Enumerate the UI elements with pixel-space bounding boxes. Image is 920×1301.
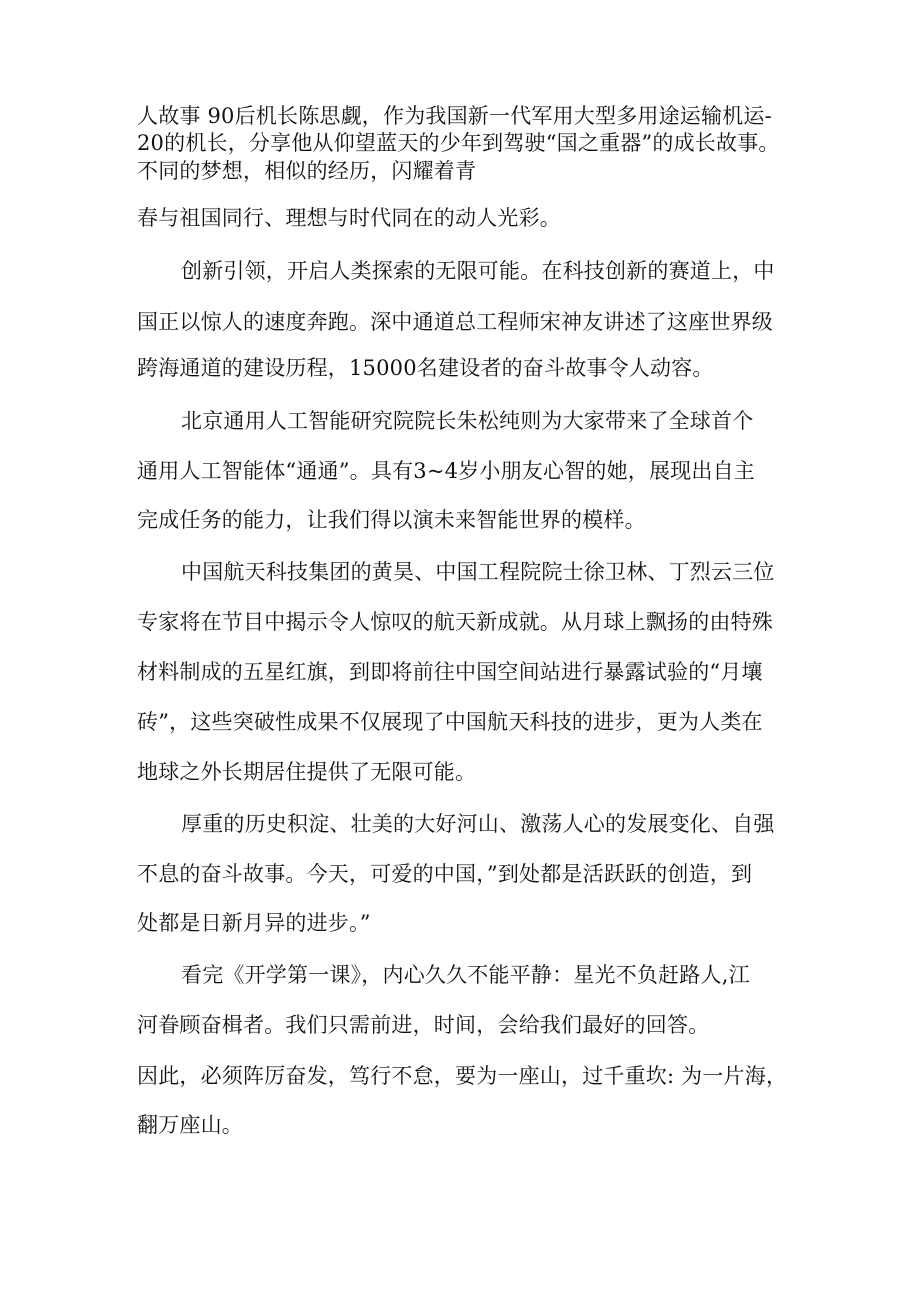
text-line: 砖”，这些突破性成果不仅展现了中国航天科技的进步，更为人类在 <box>137 710 763 734</box>
paragraph-first-line: 中国航天科技集团的黄昊、中国工程院院士徐卫林、丁烈云三位 <box>181 560 775 584</box>
paragraph-first-line: 厚重的历史积淀、壮美的大好河山、激荡人心的发展变化、自强 <box>181 812 775 836</box>
text-line: 因此，必须阵厉奋发，笃行不怠，要为一座山，过千重坎: 为一片海， <box>137 1064 788 1088</box>
text-line: 不息的奋斗故事。今天，可爱的中国，”到处都是活跃跃的创造，到 <box>137 862 753 886</box>
text-line: 20的机长，分享他从仰望蓝天的少年到驾驶“国之重器”的成长故事。 <box>137 131 780 155</box>
text-line: 人故事 90后机长陈思觑，作为我国新一代军用大型多用途运输机运- <box>137 104 772 128</box>
paragraph-first-line: 创新引领，开启人类探索的无限可能。在科技创新的赛道上，中 <box>181 259 775 283</box>
text-line: 春与祖国同行、理想与时代同在的动人光彩。 <box>137 206 561 230</box>
text-line: 国正以惊人的速度奔跑。深中通道总工程师宋神友讲述了这座世界级 <box>137 310 773 334</box>
paragraph-first-line: 北京通用人工智能研究院院长朱松纯则为大家带来了全球首个 <box>181 409 754 433</box>
text-line: 通用人工智能体“通通”。具有3~4岁小朋友心智的她，展现出自主 <box>137 459 755 483</box>
paragraph-first-line: 看完《开学第一课》，内心久久不能平静：星光不负赶路人,江 <box>181 963 750 987</box>
text-line: 专家将在节目中揭示令人惊叹的航天新成就。从月球上飘扬的由特殊 <box>137 610 773 634</box>
text-line: 材料制成的五星红旗，到即将前往中国空间站进行暴露试验的“月壤 <box>137 660 763 684</box>
text-line: 处都是日新月异的进步。” <box>137 911 371 935</box>
text-line: 翻万座山。 <box>137 1113 243 1137</box>
text-line: 跨海通道的建设历程，15000名建设者的奋斗故事令人动容。 <box>137 356 714 380</box>
text-line: 河眷顾奋楫者。我们只需前进，时间，会给我们最好的回答。 <box>137 1013 710 1037</box>
text-line: 地球之外长期居住提供了无限可能。 <box>137 760 477 784</box>
text-line: 完成任务的能力，让我们得以演未来智能世界的模样。 <box>137 508 646 532</box>
text-line: 不同的梦想，相似的经历，闪耀着青 <box>137 159 477 183</box>
